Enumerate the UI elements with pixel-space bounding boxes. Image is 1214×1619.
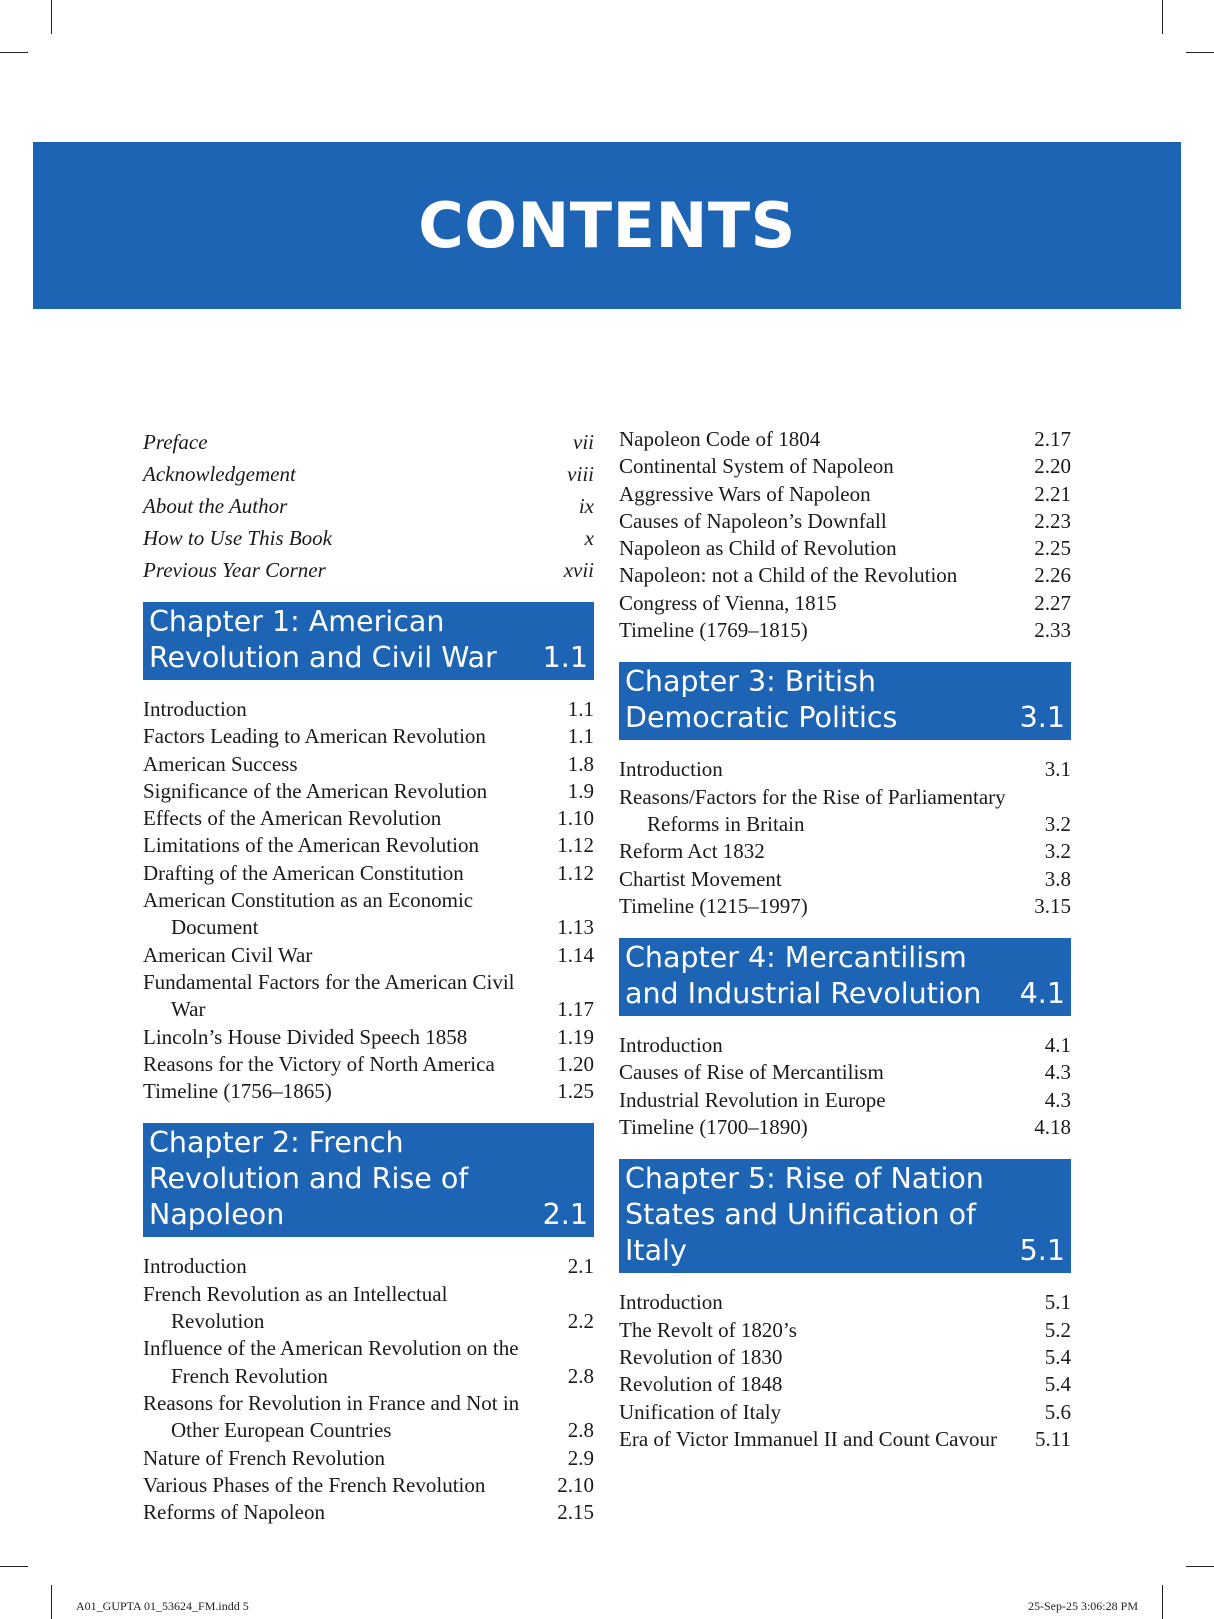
crop-mark — [1162, 1585, 1163, 1619]
toc-entry[interactable]: Timeline (1700–1890) 4.18 — [619, 1115, 1071, 1140]
toc-entry[interactable]: French Revolution as an Intellectual Revolution 2.2 — [143, 1281, 594, 1334]
toc-entry[interactable]: Continental System of Napoleon 2.20 — [619, 454, 1071, 479]
toc-entry[interactable]: Introduction 3.1 — [619, 757, 1071, 782]
chapter-heading-3[interactable]: Chapter 3: British Democratic Politics 3.1 — [619, 662, 1071, 740]
chapter-1-entries — [143, 696, 594, 1105]
front-matter-list — [143, 426, 594, 586]
crop-mark — [51, 0, 52, 34]
toc-entry[interactable]: Reform Act 1832 3.2 — [619, 839, 1071, 864]
chapter-heading-5[interactable]: Chapter 5: Rise of Nation States and Unification of Italy 5.1 — [619, 1159, 1071, 1273]
toc-entry[interactable]: Effects of the American Revolution 1.10 — [143, 806, 594, 831]
toc-entry[interactable]: Fundamental Factors for the American Civil War 1.17 — [143, 969, 594, 1022]
toc-right-column — [619, 426, 1071, 1453]
toc-entry[interactable]: Introduction 4.1 — [619, 1033, 1071, 1058]
toc-entry[interactable]: Introduction 2.1 — [143, 1254, 594, 1279]
toc-entry[interactable]: Limitations of the American Revolution 1.12 — [143, 833, 594, 858]
toc-entry[interactable]: Reasons for the Victory of North America 1.20 — [143, 1051, 594, 1076]
toc-entry[interactable]: American Success 1.8 — [143, 751, 594, 776]
toc-entry[interactable]: Introduction 5.1 — [619, 1290, 1071, 1315]
toc-entry[interactable]: American Constitution as an Economic Document 1.13 — [143, 888, 594, 940]
chapter-heading-1[interactable]: Chapter 1: American Revolution and Civil War 1.1 — [143, 602, 594, 680]
toc-entry[interactable]: The Revolt of 1820’s 5.2 — [619, 1317, 1071, 1342]
crop-mark — [1186, 1566, 1214, 1567]
toc-entry[interactable]: Congress of Vienna, 1815 2.27 — [619, 590, 1071, 615]
footer-file-name: A01_GUPTA 01_53624_FM.indd 5 — [76, 1599, 249, 1613]
toc-entry[interactable]: Previous Year Corner xvii — [143, 558, 594, 582]
toc-entry[interactable]: Influence of the American Revolution on the French Revolution 2.8 — [143, 1336, 594, 1388]
toc-entry[interactable]: Various Phases of the French Revolution 2.10 — [143, 1472, 594, 1497]
toc-entry[interactable]: Lincoln’s House Divided Speech 1858 1.19 — [143, 1024, 594, 1049]
toc-entry[interactable]: Chartist Movement 3.8 — [619, 866, 1071, 891]
toc-entry[interactable]: Era of Victor Immanuel II and Count Cavour 5.11 — [619, 1426, 1071, 1451]
crop-mark — [1162, 0, 1163, 34]
contents-banner — [33, 142, 1181, 309]
toc-entry[interactable]: How to Use This Book x — [143, 526, 594, 550]
toc-entry[interactable]: Napoleon as Child of Revolution 2.25 — [619, 536, 1071, 561]
toc-entry[interactable]: Industrial Revolution in Europe 4.3 — [619, 1087, 1071, 1112]
toc-entry[interactable]: Acknowledgement viii — [143, 462, 594, 486]
toc-entry[interactable]: Revolution of 1848 5.4 — [619, 1372, 1071, 1397]
toc-entry[interactable]: About the Author ix — [143, 494, 594, 518]
chapter-2-entries — [143, 1253, 594, 1526]
toc-entry[interactable]: Introduction 1.1 — [143, 697, 594, 721]
crop-mark — [51, 1585, 52, 1619]
toc-entry[interactable]: Drafting of the American Constitution 1.12 — [143, 860, 594, 885]
toc-entry[interactable]: American Civil War 1.14 — [143, 942, 594, 967]
toc-entry[interactable]: Timeline (1215–1997) 3.15 — [619, 893, 1071, 918]
toc-entry[interactable]: Revolution of 1830 5.4 — [619, 1344, 1071, 1369]
toc-entry[interactable]: Reasons for Revolution in France and Not in Other European Countries 2.8 — [143, 1390, 594, 1443]
chapter-5-entries — [619, 1289, 1071, 1453]
crop-mark — [0, 1566, 28, 1567]
toc-entry[interactable]: Unification of Italy 5.6 — [619, 1399, 1071, 1424]
chapter-2-entries-continued — [619, 426, 1071, 644]
toc-entry[interactable]: Timeline (1756–1865) 1.25 — [143, 1079, 594, 1104]
toc-entry[interactable]: Causes of Rise of Mercantilism 4.3 — [619, 1060, 1071, 1085]
toc-left-column — [143, 426, 594, 1526]
toc-entry[interactable]: Factors Leading to American Revolution 1.1 — [143, 724, 594, 749]
toc-entry[interactable]: Napoleon: not a Child of the Revolution 2.26 — [619, 563, 1071, 588]
toc-entry[interactable]: Timeline (1769–1815) 2.33 — [619, 618, 1071, 643]
toc-entry[interactable]: Causes of Napoleon’s Downfall 2.23 — [619, 508, 1071, 533]
chapter-heading-4[interactable]: Chapter 4: Mercantilism and Industrial Revolution 4.1 — [619, 938, 1071, 1016]
toc-entry[interactable]: Nature of French Revolution 2.9 — [143, 1445, 594, 1470]
toc-entry[interactable]: Preface vii — [143, 430, 594, 454]
page-title: CONTENTS — [418, 189, 796, 262]
crop-mark — [1186, 52, 1214, 53]
toc-entry[interactable]: Aggressive Wars of Napoleon 2.21 — [619, 481, 1071, 506]
toc-entry[interactable]: Napoleon Code of 1804 2.17 — [619, 427, 1071, 451]
chapter-heading-2[interactable]: Chapter 2: French Revolution and Rise of Napoleon 2.1 — [143, 1123, 594, 1237]
toc-entry[interactable]: Significance of the American Revolution 1.9 — [143, 778, 594, 803]
toc-entry[interactable]: Reforms of Napoleon 2.15 — [143, 1500, 594, 1525]
chapter-4-entries — [619, 1032, 1071, 1141]
toc-entry[interactable]: Reasons/Factors for the Rise of Parliamentary Reforms in Britain 3.2 — [619, 784, 1071, 836]
crop-mark — [0, 52, 28, 53]
chapter-3-entries — [619, 756, 1071, 920]
footer-timestamp: 25-Sep-25 3:06:28 PM — [1027, 1599, 1138, 1613]
